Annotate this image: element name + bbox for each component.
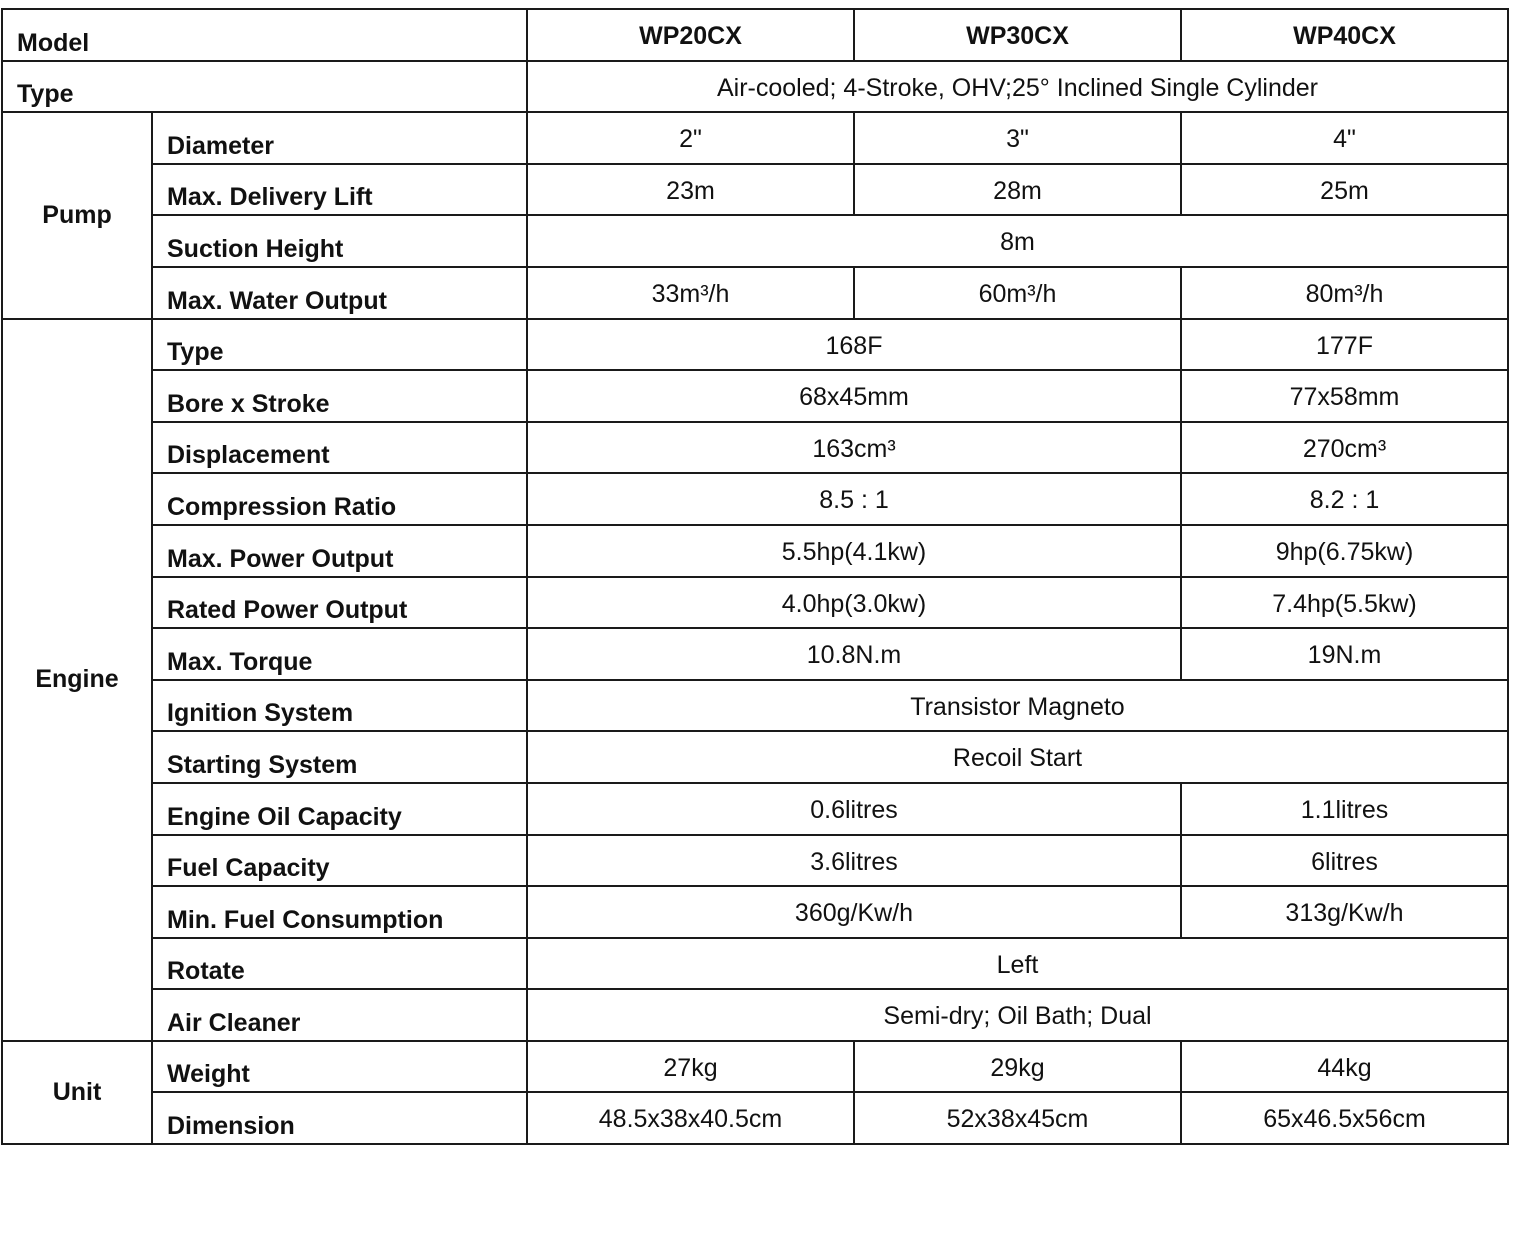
- cell-torque-wp20-30: 10.8N.m: [527, 628, 1181, 680]
- row-label-max-power-output: Max. Power Output: [152, 525, 527, 577]
- cell-displacement-wp40cx: 270cm³: [1181, 422, 1508, 474]
- cell-compression-wp20-30: 8.5 : 1: [527, 473, 1181, 525]
- cell-fuel-capacity-wp20-30: 3.6litres: [527, 835, 1181, 887]
- cell-max-power-wp20-30: 5.5hp(4.1kw): [527, 525, 1181, 577]
- cell-torque-wp40cx: 19N.m: [1181, 628, 1508, 680]
- cell-diameter-wp30cx: 3": [854, 112, 1181, 164]
- cell-weight-wp40cx: 44kg: [1181, 1041, 1508, 1093]
- row-label-bore-stroke: Bore x Stroke: [152, 370, 527, 422]
- cell-rotate: Left: [527, 938, 1508, 990]
- model-name-wp40cx: WP40CX: [1181, 9, 1508, 61]
- model-label: Model: [2, 9, 527, 61]
- cell-fuel-consumption-wp20-30: 360g/Kw/h: [527, 886, 1181, 938]
- spec-table: [1, 8, 1509, 1145]
- table-row: [2, 680, 1508, 732]
- cell-dimension-wp20cx: 48.5x38x40.5cm: [527, 1092, 854, 1144]
- row-label-max-torque: Max. Torque: [152, 628, 527, 680]
- cell-rated-power-wp40cx: 7.4hp(5.5kw): [1181, 577, 1508, 629]
- table-row: [2, 112, 1508, 164]
- cell-oil-capacity-wp20-30: 0.6litres: [527, 783, 1181, 835]
- model-name-wp30cx: WP30CX: [854, 9, 1181, 61]
- row-label-rotate: Rotate: [152, 938, 527, 990]
- row-label-max-water-output: Max. Water Output: [152, 267, 527, 319]
- table-row: [2, 886, 1508, 938]
- table-row: [2, 215, 1508, 267]
- model-name-wp20cx: WP20CX: [527, 9, 854, 61]
- cell-bore-stroke-wp40cx: 77x58mm: [1181, 370, 1508, 422]
- cell-ignition-system: Transistor Magneto: [527, 680, 1508, 732]
- row-label-type: Type: [2, 61, 527, 113]
- cell-water-output-wp30cx: 60m³/h: [854, 267, 1181, 319]
- cell-air-cleaner: Semi-dry; Oil Bath; Dual: [527, 989, 1508, 1041]
- cell-lift-wp30cx: 28m: [854, 164, 1181, 216]
- table-row: [2, 1041, 1508, 1093]
- row-label-engine-oil-capacity: Engine Oil Capacity: [152, 783, 527, 835]
- cell-weight-wp20cx: 27kg: [527, 1041, 854, 1093]
- row-label-max-delivery-lift: Max. Delivery Lift: [152, 164, 527, 216]
- row-label-weight: Weight: [152, 1041, 527, 1093]
- row-label-starting-system: Starting System: [152, 731, 527, 783]
- table-row: [2, 422, 1508, 474]
- cell-water-output-wp40cx: 80m³/h: [1181, 267, 1508, 319]
- row-label-engine-type: Type: [152, 319, 527, 371]
- table-row: [2, 525, 1508, 577]
- row-label-rated-power-output: Rated Power Output: [152, 577, 527, 629]
- table-row: [2, 1092, 1508, 1144]
- row-label-displacement: Displacement: [152, 422, 527, 474]
- cell-rated-power-wp20-30: 4.0hp(3.0kw): [527, 577, 1181, 629]
- table-row: [2, 473, 1508, 525]
- row-label-fuel-capacity: Fuel Capacity: [152, 835, 527, 887]
- cell-starting-system: Recoil Start: [527, 731, 1508, 783]
- cell-bore-stroke-wp20-30: 68x45mm: [527, 370, 1181, 422]
- cell-lift-wp20cx: 23m: [527, 164, 854, 216]
- cell-diameter-wp40cx: 4": [1181, 112, 1508, 164]
- table-row: [2, 835, 1508, 887]
- cell-dimension-wp40cx: 65x46.5x56cm: [1181, 1092, 1508, 1144]
- header-row: [2, 9, 1508, 61]
- table-row: [2, 938, 1508, 990]
- table-row: [2, 61, 1508, 113]
- row-label-min-fuel-consumption: Min. Fuel Consumption: [152, 886, 527, 938]
- group-label-engine: Engine: [2, 319, 152, 1041]
- cell-weight-wp30cx: 29kg: [854, 1041, 1181, 1093]
- cell-diameter-wp20cx: 2": [527, 112, 854, 164]
- cell-dimension-wp30cx: 52x38x45cm: [854, 1092, 1181, 1144]
- cell-compression-wp40cx: 8.2 : 1: [1181, 473, 1508, 525]
- group-label-unit: Unit: [2, 1041, 152, 1144]
- cell-water-output-wp20cx: 33m³/h: [527, 267, 854, 319]
- cell-engine-type-wp20-30: 168F: [527, 319, 1181, 371]
- table-row: [2, 628, 1508, 680]
- cell-displacement-wp20-30: 163cm³: [527, 422, 1181, 474]
- table-row: [2, 164, 1508, 216]
- table-row: [2, 267, 1508, 319]
- table-row: [2, 319, 1508, 371]
- table-row: [2, 783, 1508, 835]
- table-row: [2, 370, 1508, 422]
- row-label-compression-ratio: Compression Ratio: [152, 473, 527, 525]
- group-label-pump: Pump: [2, 112, 152, 318]
- table-row: [2, 577, 1508, 629]
- cell-type-value: Air-cooled; 4-Stroke, OHV;25° Inclined Single Cylinder: [527, 61, 1508, 113]
- row-label-suction-height: Suction Height: [152, 215, 527, 267]
- cell-fuel-capacity-wp40cx: 6litres: [1181, 835, 1508, 887]
- row-label-ignition-system: Ignition System: [152, 680, 527, 732]
- row-label-air-cleaner: Air Cleaner: [152, 989, 527, 1041]
- cell-fuel-consumption-wp40cx: 313g/Kw/h: [1181, 886, 1508, 938]
- row-label-dimension: Dimension: [152, 1092, 527, 1144]
- table-row: [2, 989, 1508, 1041]
- cell-suction-height: 8m: [527, 215, 1508, 267]
- cell-oil-capacity-wp40cx: 1.1litres: [1181, 783, 1508, 835]
- cell-max-power-wp40cx: 9hp(6.75kw): [1181, 525, 1508, 577]
- cell-engine-type-wp40cx: 177F: [1181, 319, 1508, 371]
- row-label-diameter: Diameter: [152, 112, 527, 164]
- cell-lift-wp40cx: 25m: [1181, 164, 1508, 216]
- table-row: [2, 731, 1508, 783]
